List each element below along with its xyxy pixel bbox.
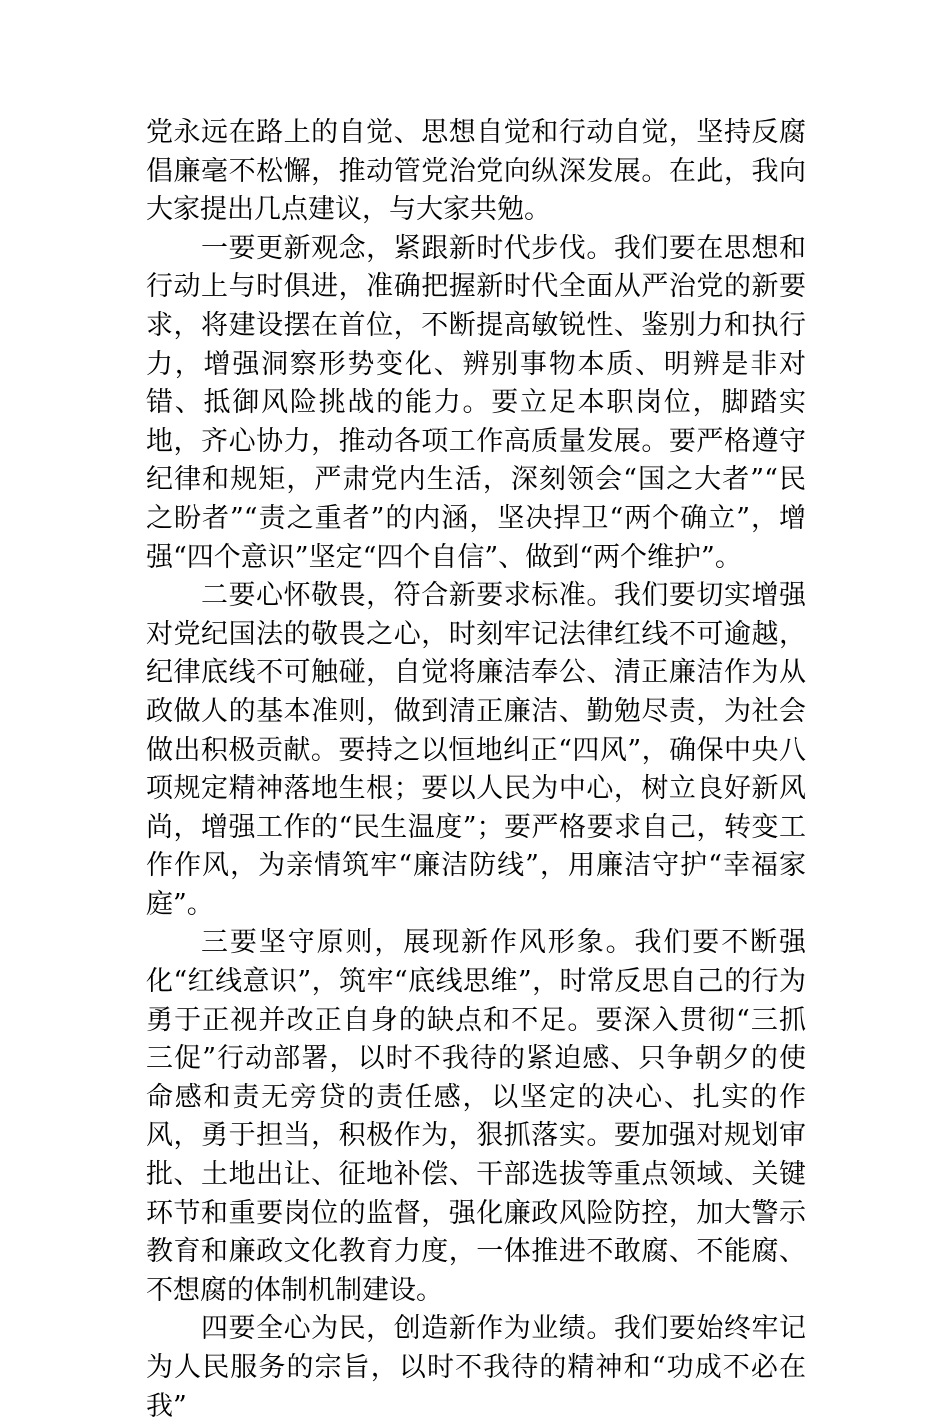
paragraph-point-two: 二要心怀敬畏，符合新要求标准。我们要切实增强对党纪国法的敬畏之心，时刻牢记法律红线不可逾越，纪律底线不可触碰，自觉将廉洁奉公、清正廉洁作为从政做人的基本准则，做到清正廉洁、勤勉尽责，为社会做出积极贡献。要持之以恒地纠正“四风”，确保中央八项规定精神落地生根；要以人民为中心，树立良好新风尚，增强工作的“民生温度”；要严格要求自己，转变工作作风，为亲情筑牢“廉洁防线”，用廉洁守护“幸福家庭”。: [146, 580, 806, 920]
paragraph-point-four: 四要全心为民，创造新作为业绩。我们要始终牢记为人民服务的宗旨，以时不我待的精神和“功成不必在我”: [146, 1313, 806, 1422]
paragraph-point-three: 三要坚守原则，展现新作风形象。我们要不断强化“红线意识”，筑牢“底线思维”，时常反思自己的行为勇于正视并改正自身的缺点和不足。要深入贯彻“三抓三促”行动部署，以时不我待的紧迫感、只争朝夕的使命感和责无旁贷的责任感，以坚定的决心、扎实的作风，勇于担当，积极作为，狠抓落实。要加强对规划审批、土地出让、征地补偿、干部选拔等重点领域、关键环节和重要岗位的监督，强化廉政风险防控，加大警示教育和廉政文化教育力度，一体推进不敢腐、不能腐、不想腐的体制机制建设。: [146, 927, 806, 1306]
paragraph-point-one: 一要更新观念，紧跟新时代步伐。我们要在思想和行动上与时俱进，准确把握新时代全面从严治党的新要求，将建设摆在首位，不断提高敏锐性、鉴别力和执行力，增强洞察形势变化、辨别事物本质、明辨是非对错、抵御风险挑战的能力。要立足本职岗位，脚踏实地，齐心协力，推动各项工作高质量发展。要严格遵守纪律和规矩，严肃党内生活，深刻领会“国之大者”“民之盼者”“责之重者”的内涵，坚决捍卫“两个确立”，增强“四个意识”坚定“四个自信”、做到“两个维护”。: [146, 232, 806, 573]
document-body: [146, 114, 806, 1426]
paragraph-continued-intro: 党永远在路上的自觉、思想自觉和行动自觉，坚持反腐倡廉毫不松懈，推动管党治党向纵深发展。在此，我向大家提出几点建议，与大家共勉。: [146, 117, 806, 226]
